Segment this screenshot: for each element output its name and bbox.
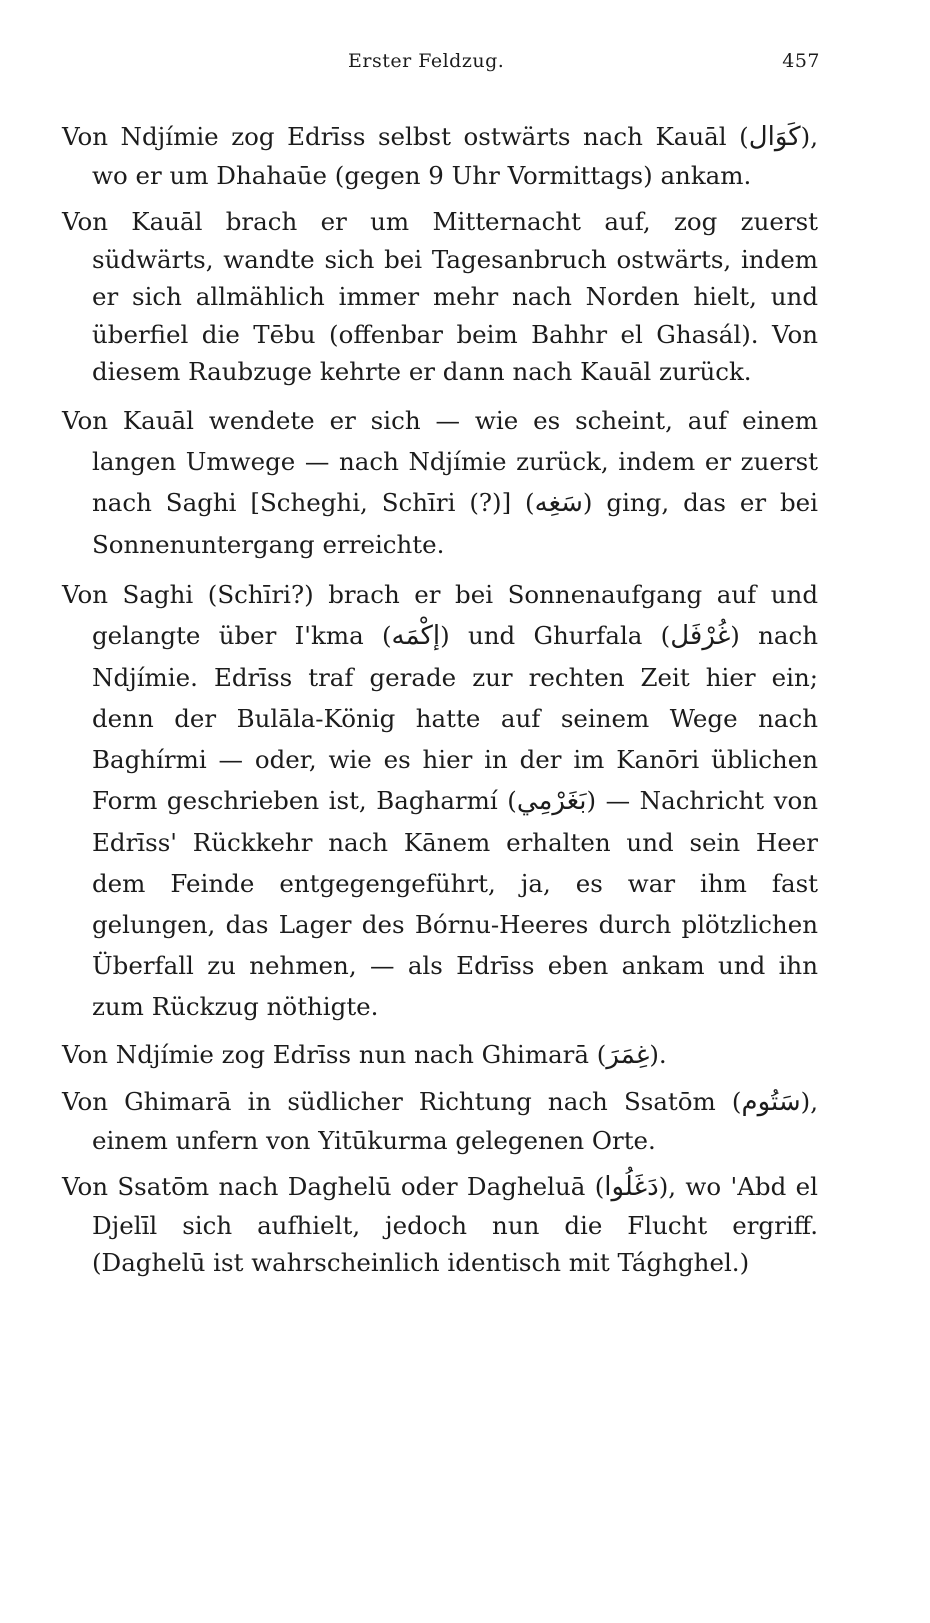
paragraph-text: ) nach Ndjímie. Edrīss traf gerade zur rechten Zeit hier ein; denn der Bulāla-König hatte auf seinem Wege nach Baghírmi — oder, wie es hier in der im Kanōri üblichen Form geschrieben ist, Bagharmí (	[92, 620, 819, 815]
paragraph-text: ).	[649, 1039, 667, 1069]
paragraph-text: Von Kauāl wendete er sich — wie es scheint, auf einem langen Umwege — nach Ndjímie zurück, indem er zuerst nach Saghi [Scheghi, Schīri (?)] (	[62, 405, 818, 517]
paragraph-ghimara	[62, 1036, 818, 1075]
paragraph-text: ) und Ghurfala (	[440, 620, 671, 650]
paragraph-text: Von Ndjímie zog Edrīss nun nach Ghimarā (	[62, 1039, 607, 1069]
paragraph-text: Von Ghimarā in südlicher Richtung nach Ssatōm (	[62, 1087, 742, 1116]
arabic-place-name: دَغَلُوا	[604, 1172, 659, 1202]
paragraph-ssatom	[62, 1083, 818, 1159]
page-body	[62, 118, 818, 1291]
running-head	[60, 50, 820, 80]
paragraph-daghelu	[62, 1168, 818, 1282]
page-number: 457	[782, 50, 820, 72]
paragraph-text: ), wo 'Abd el Djelīl sich aufhielt, jedoch nun die Flucht ergriff. (Daghelū ist wahrscheinlich identisch mit Tághghel.)	[92, 1172, 818, 1277]
paragraph-raid	[62, 203, 818, 391]
arabic-place-name: سَغِه	[534, 487, 583, 518]
paragraph-text: ), einem unfern von Yitūkurma gelegenen Orte.	[92, 1087, 818, 1155]
paragraph-text: Von Kauāl brach er um Mitternacht auf, zog zuerst südwärts, wandte sich bei Tagesanbruch ostwärts, indem er sich allmählich immer mehr nach Norden hielt, und überfiel die Tēbu (offenbar beim Bahhr el Ghasál). Von diesem Raubzuge kehrte er dann nach Kauāl zurück.	[62, 207, 818, 386]
paragraph-text: Von Saghi (Schīri?) brach er bei Sonnenaufgang auf und gelangte über I'kma (	[62, 579, 818, 650]
paragraph-text: ) — Nachricht von Edrīss' Rückkehr nach Kānem erhalten und sein Heer dem Feinde entgegengeführt, ja, es war ihm fast gelungen, das Lager des Bórnu-Heeres durch plötzlichen Überfall zu nehmen, — als Edrīss eben ankam und ihn zum Rückzug nöthigte.	[92, 785, 819, 1021]
arabic-place-name: كَوَال	[748, 122, 801, 152]
paragraph-kaual	[62, 118, 818, 194]
paragraph-text: Von Ndjímie zog Edrīss selbst ostwärts nach Kauāl (	[62, 122, 749, 151]
running-title: Erster Feldzug.	[348, 50, 505, 72]
paragraph-text: ), wo er um Dhahaūe (gegen 9 Uhr Vormittags) ankam.	[92, 122, 818, 190]
paragraph-text: ) ging, das er bei Sonnenuntergang erreichte.	[92, 487, 818, 559]
paragraph-ikma-ghurfala	[62, 574, 818, 1027]
arabic-place-name: غُرْفَل	[670, 620, 731, 651]
arabic-place-name: غِمَرَ	[606, 1039, 650, 1070]
arabic-place-name: بَغَرْمِي	[516, 785, 587, 816]
paragraph-text: Von Ssatōm nach Daghelū oder Dagheluā (	[62, 1172, 605, 1201]
arabic-place-name: إكْمَه	[391, 620, 441, 651]
paragraph-saghi	[62, 400, 818, 565]
arabic-place-name: سَتُوم	[741, 1087, 801, 1117]
